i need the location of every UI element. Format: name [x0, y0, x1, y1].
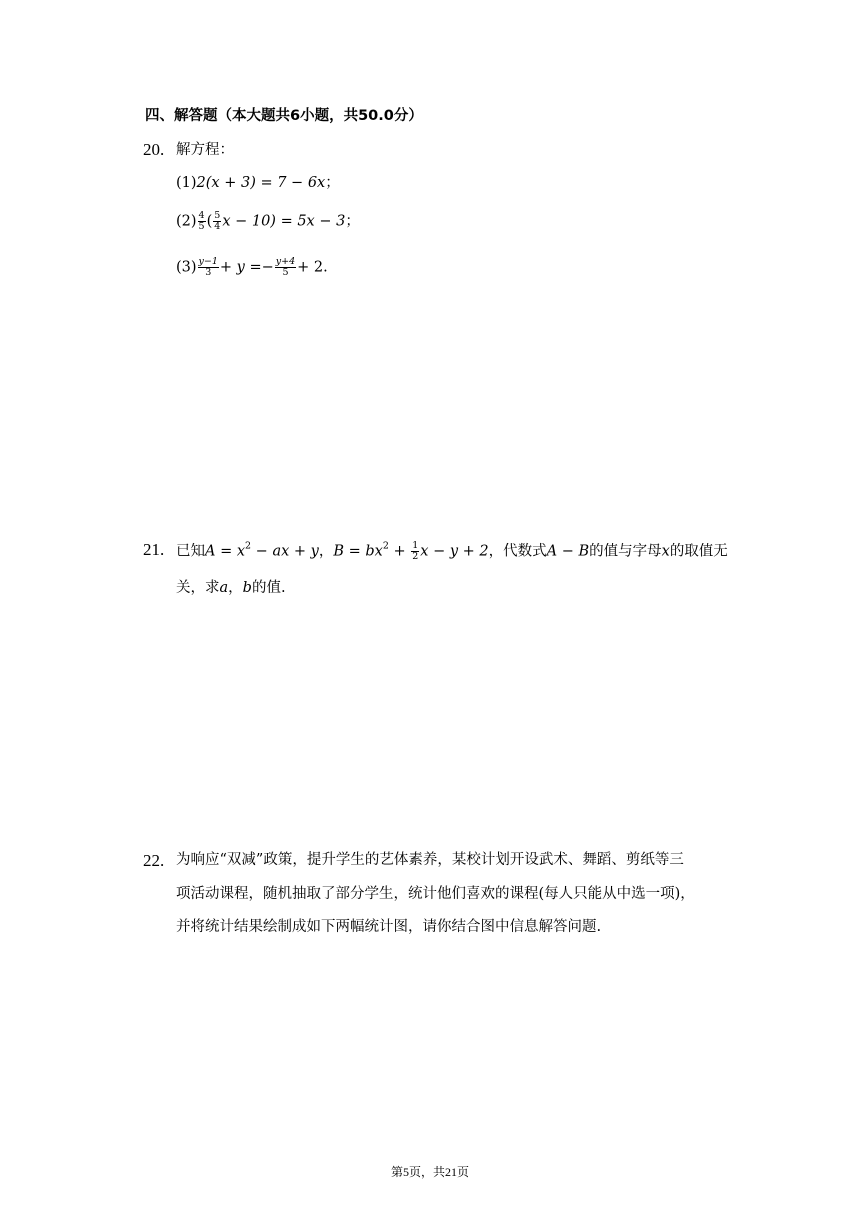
- part-3-prefix: (3): [176, 259, 197, 276]
- question-22-line-2: 项活动课程，随机抽取了部分学生，统计他们喜欢的课程(每人只能从中选一项)，: [176, 886, 695, 902]
- part-1-equation: 2(x + 3) = 7 − 6x: [196, 175, 326, 191]
- question-22-line-3: 并将统计结果绘制成如下两幅统计图，请你结合图中信息解答问题.: [176, 919, 602, 935]
- question-20-number: 20.: [143, 140, 165, 159]
- expression-B: B = bx: [333, 543, 383, 560]
- question-20-part-2: (2) $\frac{4}{5}$ ( $\frac{5}{4}$ x − 10) = 5x − 3；: [176, 210, 360, 232]
- question-20-title: 解方程：: [176, 142, 234, 158]
- page-footer: 第5页，共21页: [390, 1165, 469, 1179]
- part-1-prefix: (1): [176, 175, 197, 191]
- question-21-number: 21.: [143, 540, 165, 559]
- expression-A: A = x: [205, 543, 246, 560]
- part-2-prefix: (2): [176, 213, 197, 230]
- fraction-5-4: $\frac{5}{4}$: [214, 210, 221, 232]
- part-1-end: ；: [325, 175, 340, 191]
- question-20-part-3: (3) $\frac{y-1}{3}$ + y =− $\frac{y+4}{5}$ + 2.: [176, 256, 328, 278]
- part-2-equation: x − 10) = 5x − 3: [222, 213, 346, 230]
- fraction-y-minus-1-over-3: $\frac{y-1}{3}$: [198, 256, 218, 278]
- question-21-line-1: 已知$A = x^2$ − ax + y，$B = bx^2$ + $\frac{1}{2}$ x − y + 2，代数式A − B的值与字母x的取值无: [176, 540, 728, 562]
- question-20-part-1: [176, 176, 340, 191]
- question-22-line-1: 为响应“双减”政策，提升学生的艺体素养，某校计划开设武术、舞蹈、剪纸等三: [176, 852, 684, 868]
- fraction-y-plus-4-over-5: $\frac{y+4}{5}$: [275, 256, 296, 278]
- question-21-line-2: 关，求a，b的值.: [176, 580, 286, 596]
- fraction-4-5: $\frac{4}{5}$: [198, 210, 205, 232]
- fraction-1-2: $\frac{1}{2}$: [412, 540, 419, 562]
- question-22-number: 22.: [143, 851, 165, 870]
- section-title: 四、解答题（本大题共6小题，共50.0分）: [145, 108, 423, 124]
